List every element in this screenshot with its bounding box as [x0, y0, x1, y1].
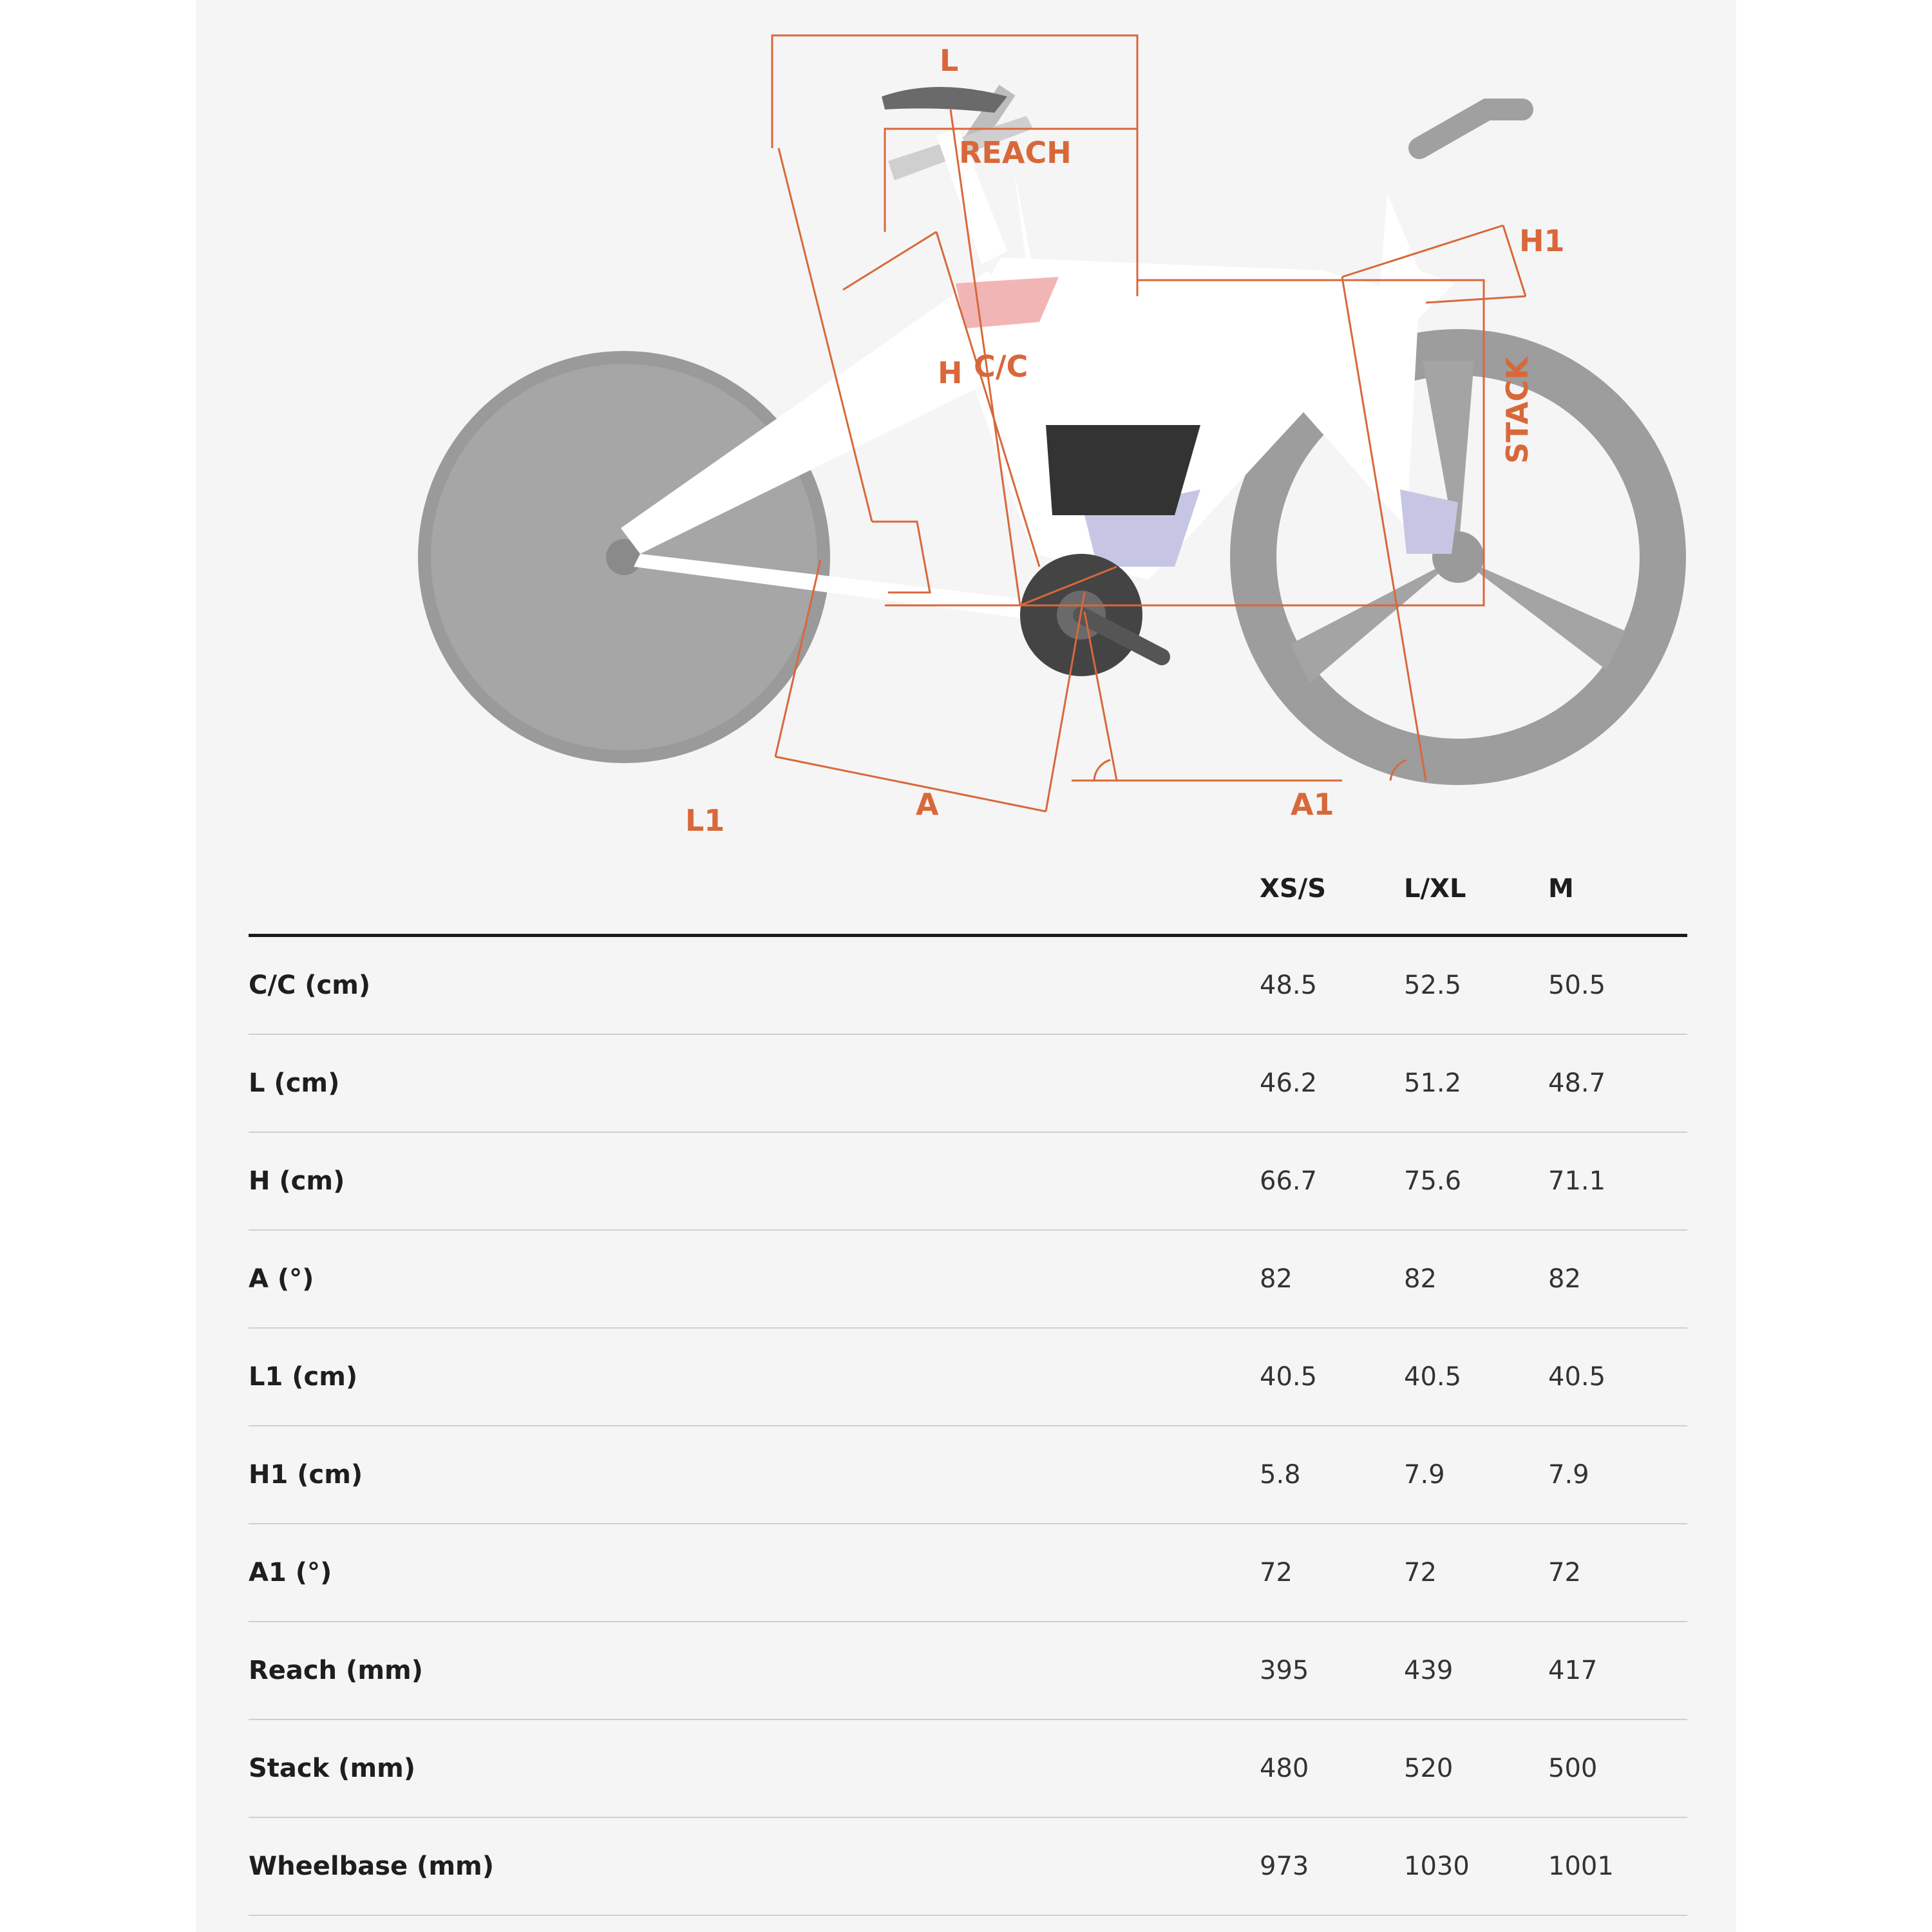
cell-value: 40.5 [1260, 1328, 1404, 1426]
row-label: Reach (mm) [249, 1622, 1260, 1719]
cell-value: 72 [1260, 1524, 1404, 1622]
cell-value: 500 [1548, 1719, 1687, 1817]
row-label: A1 (°) [249, 1524, 1260, 1622]
cell-value: 50.5 [1548, 936, 1687, 1035]
cell-value: 51.2 [1404, 1034, 1548, 1132]
row-label: A (°) [249, 1230, 1260, 1328]
cell-value: 1001 [1548, 1817, 1687, 1915]
table-row [249, 1132, 1687, 1230]
row-label: L (cm) [249, 1034, 1260, 1132]
cell-value: 40.5 [1404, 1328, 1548, 1426]
row-label: H (cm) [249, 1132, 1260, 1230]
cell-value: 395 [1260, 1622, 1404, 1719]
cell-value: 66.7 [1260, 1132, 1404, 1230]
cell-value: 7.9 [1404, 1426, 1548, 1524]
cell-value: 1030 [1404, 1817, 1548, 1915]
label-stack: STACK [1500, 357, 1535, 464]
label-h: H [938, 355, 963, 390]
label-cc: C/C [974, 349, 1028, 384]
label-h1: H1 [1519, 223, 1565, 258]
table-row [249, 1426, 1687, 1524]
table-row [249, 1034, 1687, 1132]
table-row [249, 1622, 1687, 1719]
label-a1: A1 [1291, 787, 1334, 822]
cell-value: 48.5 [1260, 936, 1404, 1035]
cell-value: 5.8 [1260, 1426, 1404, 1524]
rear-wheel [418, 351, 830, 763]
label-l1: L1 [685, 803, 725, 838]
table-header-row [249, 844, 1687, 936]
cell-value: 82 [1548, 1230, 1687, 1328]
header-size-l-xl: L/XL [1404, 844, 1548, 936]
table-row [249, 1817, 1687, 1915]
row-label: H1 (cm) [249, 1426, 1260, 1524]
label-l: L [940, 43, 959, 78]
cell-value: 52.5 [1404, 936, 1548, 1035]
row-label: L1 (cm) [249, 1328, 1260, 1426]
cell-value: 520 [1404, 1719, 1548, 1817]
cell-value: 7.9 [1548, 1426, 1687, 1524]
row-label: C/C (cm) [249, 936, 1260, 1035]
cell-value: 82 [1260, 1230, 1404, 1328]
cell-value: 439 [1404, 1622, 1548, 1719]
table-row [249, 1719, 1687, 1817]
table-row [249, 1524, 1687, 1622]
cell-value: 480 [1260, 1719, 1404, 1817]
table-row [249, 1328, 1687, 1426]
cell-value: 75.6 [1404, 1132, 1548, 1230]
geometry-panel [196, 0, 1736, 1932]
cell-value: 973 [1260, 1817, 1404, 1915]
header-blank [249, 844, 1260, 936]
bike-geometry-diagram [196, 0, 1736, 850]
label-reach: REACH [959, 135, 1072, 170]
geometry-table [249, 844, 1687, 1916]
cell-value: 82 [1404, 1230, 1548, 1328]
cell-value: 417 [1548, 1622, 1687, 1719]
cell-value: 71.1 [1548, 1132, 1687, 1230]
row-label: Wheelbase (mm) [249, 1817, 1260, 1915]
label-a: A [916, 787, 939, 822]
table-row [249, 936, 1687, 1035]
cell-value: 72 [1404, 1524, 1548, 1622]
row-label: Stack (mm) [249, 1719, 1260, 1817]
table-row [249, 1230, 1687, 1328]
cell-value: 48.7 [1548, 1034, 1687, 1132]
cell-value: 72 [1548, 1524, 1687, 1622]
header-size-m: M [1548, 844, 1687, 936]
header-size-xs-s: XS/S [1260, 844, 1404, 936]
cell-value: 46.2 [1260, 1034, 1404, 1132]
cell-value: 40.5 [1548, 1328, 1687, 1426]
